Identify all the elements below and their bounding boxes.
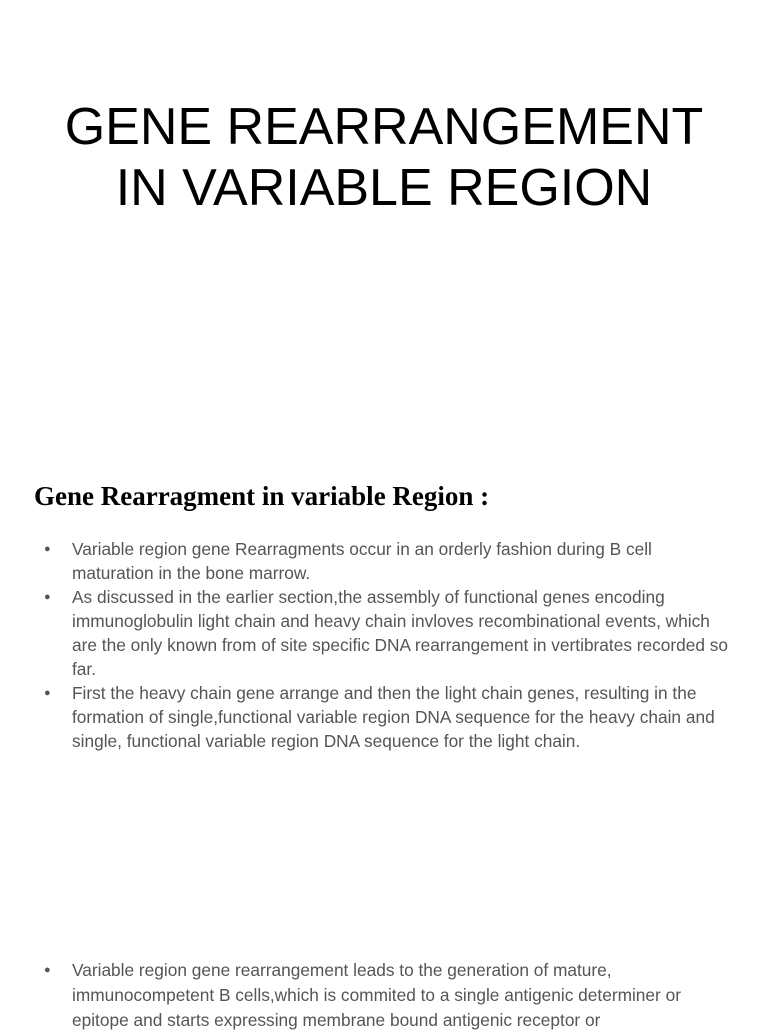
bullet-icon: ● [44, 964, 51, 976]
bullet-icon: ● [44, 687, 51, 699]
list-item [0, 681, 768, 753]
bullet-text: As discussed in the earlier section,the assembly of functional genes encoding immunoglobulin light chain and heavy chain invloves recombinational events, which are the only known from of site specific DNA rearrangement in vertibrates recorded so far. [72, 587, 729, 679]
list-item [0, 585, 768, 681]
slide-title [0, 97, 768, 219]
bullet-list-continued [0, 958, 768, 1033]
bullet-list [0, 537, 768, 753]
list-item [0, 958, 768, 1033]
bullet-text: First the heavy chain gene arrange and then the light chain genes, resulting in the formation of single,functional variable region DNA sequence for the heavy chain and single, functional variable region DNA sequence for the light chain. [72, 683, 715, 751]
slide-title-line-2: IN VARIABLE REGION [115, 159, 653, 217]
bullet-text: Variable region gene Rearragments occur in an orderly fashion during B cell maturation in the bone marrow. [72, 539, 652, 583]
bullet-icon: ● [44, 591, 51, 603]
bullet-text: Variable region gene rearrangement leads to the generation of mature, immunocompetent B cells,which is commited to a single antigenic determiner or epitope and starts expressing membrane bound antigenic receptor or [72, 960, 681, 1030]
list-item [0, 537, 768, 585]
bullet-icon: ● [44, 543, 51, 555]
section-heading: Gene Rearragment in variable Region : [34, 481, 490, 511]
slide-title-line-1: GENE REARRANGEMENT [64, 98, 704, 156]
